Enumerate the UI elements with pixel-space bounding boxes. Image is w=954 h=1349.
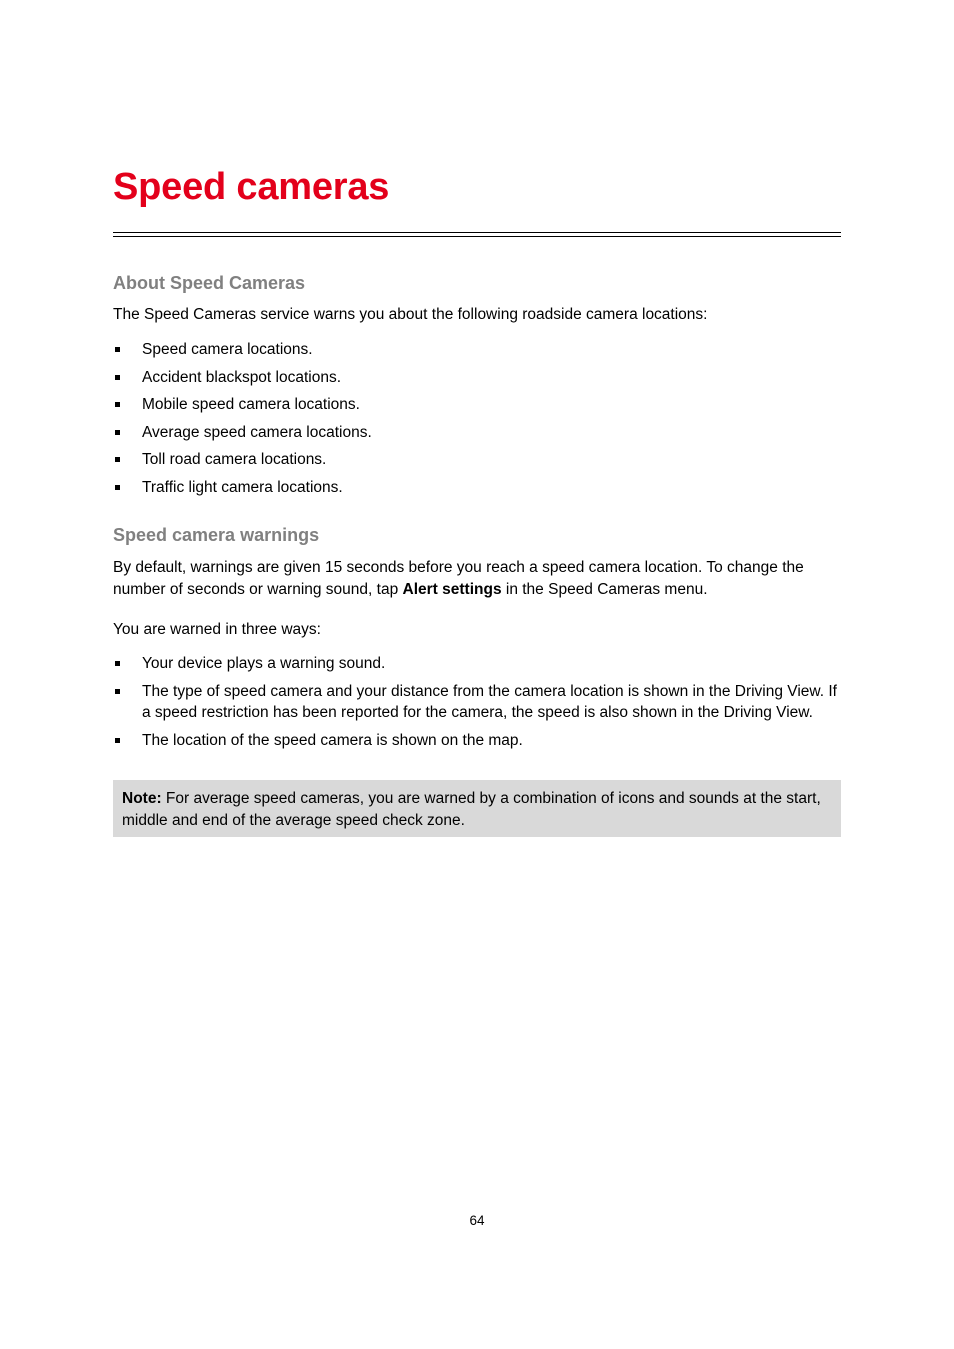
list-item (113, 339, 841, 367)
list-item-text: Mobile speed camera locations. (142, 396, 360, 413)
list-item (113, 422, 841, 450)
alert-settings-term: Alert settings (402, 580, 502, 598)
page-number: 64 (469, 1213, 485, 1228)
section-heading-speed-camera-warnings: Speed camera warnings (113, 525, 320, 545)
section-heading-about-speed-cameras: About Speed Cameras (113, 273, 306, 293)
square-bullet-icon (115, 738, 120, 743)
warning-methods-list (113, 653, 841, 757)
list-item (113, 449, 841, 477)
square-bullet-icon (115, 661, 120, 666)
warnings-default-paragraph (113, 557, 841, 600)
list-item-text: Average speed camera locations. (142, 423, 372, 441)
camera-location-list (113, 339, 841, 504)
square-bullet-icon (115, 347, 120, 352)
list-item (113, 653, 841, 675)
list-item-text: Speed camera locations. (142, 341, 313, 358)
list-item (113, 477, 841, 505)
square-bullet-icon (115, 689, 120, 694)
list-item-text: The type of speed camera and your distance from the camera location is shown in the Driving View. If a speed restriction has been reported for the camera, the speed is also shown in the Driving View. (142, 682, 837, 721)
list-item-text: Accident blackspot locations. (142, 368, 342, 386)
square-bullet-icon (115, 402, 120, 407)
note-box (113, 780, 841, 837)
list-item (113, 730, 841, 752)
about-intro-paragraph: The Speed Cameras service warns you about the following roadside camera locations: (113, 306, 708, 323)
list-item-text: Your device plays a warning sound. (142, 655, 386, 672)
list-item-text: Traffic light camera locations. (142, 478, 343, 496)
note-text: For average speed cameras, you are warned by a combination of icons and sounds at the start, middle and end of the average speed check zone. (122, 790, 821, 829)
list-item-text: Toll road camera locations. (142, 451, 327, 468)
list-item (113, 681, 841, 724)
list-item-text: The location of the speed camera is shown on the map. (142, 731, 523, 749)
page-title: Speed cameras (113, 166, 390, 208)
square-bullet-icon (115, 430, 120, 435)
note-label: Note: (122, 790, 162, 807)
paragraph-text: in the Speed Cameras menu. (501, 580, 708, 598)
list-item (113, 394, 841, 422)
square-bullet-icon (115, 485, 120, 490)
list-item (113, 367, 841, 395)
square-bullet-icon (115, 375, 120, 380)
title-divider (113, 232, 841, 237)
warned-ways-paragraph: You are warned in three ways: (113, 621, 321, 638)
square-bullet-icon (115, 457, 120, 462)
paragraph-text: By default, warnings are given 15 seconds before you reach a speed camera location. To change the number of seconds or warning sound, tap (113, 559, 804, 598)
